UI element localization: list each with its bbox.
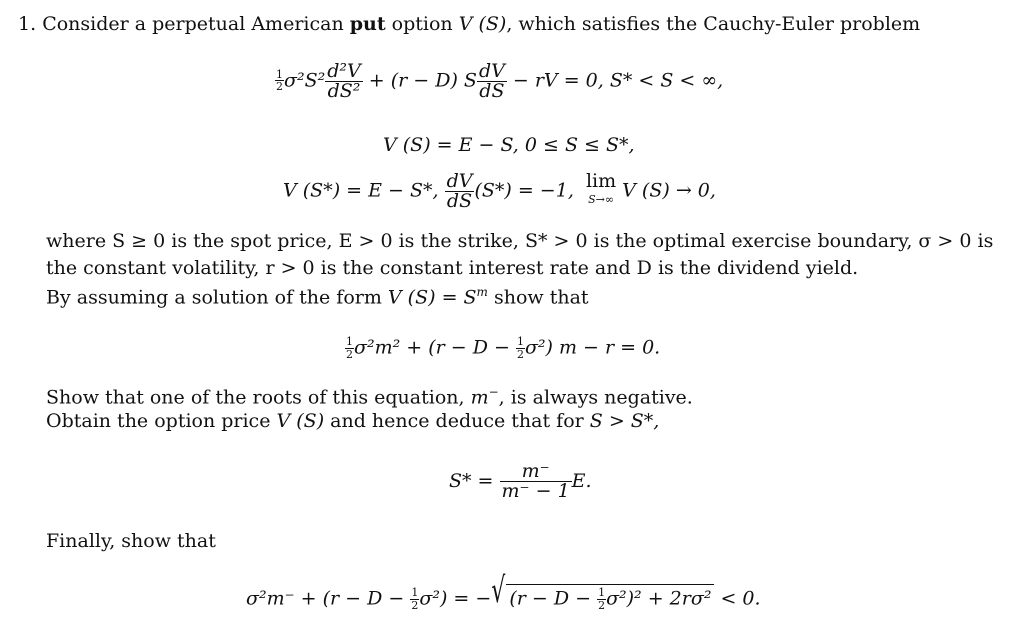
intro-suffix: , which satisfies the Cauchy-Euler problem <box>506 13 921 35</box>
equation-final-inequality: σ²m⁻ + (r − D − $\frac{1}{2}$ σ²) = −√ (r − D − $\frac{1}{2}$ σ²)² + 2rσ² < 0. <box>246 571 761 612</box>
eq3-mid: (S*) = −1, <box>474 179 574 202</box>
problem-intro-line <box>18 15 920 34</box>
eq1-dv-fraction: $\frac{dV}{dS}$ <box>478 60 505 102</box>
problem-number: 1. <box>18 13 37 35</box>
eq1-half-fraction: $\frac{1}{2}$ <box>276 67 283 94</box>
eq1-d2v-fraction: $\frac{\text{d²V}}{\text{dS²}}$ <box>327 60 361 102</box>
intro-v-of-s: V (S) <box>458 13 507 35</box>
square-root-symbol: √ <box>491 571 506 612</box>
roots-line: Show that one of the roots of this equation, m−, is always negative. <box>46 385 693 409</box>
where-line-2: the constant volatility, r > 0 is the constant interest rate and D is the dividend yield. <box>46 257 859 279</box>
eq1-mid-term: + (r − D) S <box>368 69 477 92</box>
equation-boundary-conditions <box>283 172 716 211</box>
intro-bold-put: put <box>349 13 386 35</box>
equation-exercise-boundary: S* = $\frac{m^-}{m^- - 1}$ E. <box>449 460 592 502</box>
obtain-line: Obtain the option price V (S) and hence deduce that for S > S*, <box>46 410 660 432</box>
equation-characteristic: $\frac{1}{2}$ σ²m² + (r − D − $\frac{1}{2}$ σ²) m − r = 0. <box>346 335 661 361</box>
assume-formula: V (S) = S <box>387 286 477 309</box>
where-line-1: where S ≥ 0 is the spot price, E > 0 is the strike, S* > 0 is the optimal exercise boundary, σ > 0 is <box>46 230 994 252</box>
eq3-tail: V (S) → 0, <box>622 179 716 202</box>
eq1-tail: − rV = 0, S* < S < ∞, <box>512 69 724 92</box>
eq3-left: V (S*) = E − S*, <box>283 179 439 202</box>
equation-ode <box>275 62 723 101</box>
finally-line: Finally, show that <box>46 530 216 552</box>
equation-payoff: V (S) = E − S, 0 ≤ S ≤ S*, <box>383 134 635 156</box>
square-root-radicand: (r − D − $\frac{1}{2}$ σ²)² + 2rσ² <box>506 584 714 611</box>
char-half-fraction: $\frac{1}{2}$ <box>346 335 353 361</box>
assume-line: By assuming a solution of the form V $(S) = S^m$ show that <box>46 285 589 309</box>
eq1-sigma-s2: σ²S² <box>284 69 326 92</box>
eq3-dv-fraction: $\frac{dV}{dS}$ <box>446 170 473 212</box>
intro-option: option <box>385 13 459 35</box>
eq3-limit: lim S→∞ <box>585 170 617 206</box>
intro-prefix: Consider a perpetual American <box>42 13 350 35</box>
sstar-fraction: $\frac{m^-}{m^- - 1}$ <box>501 460 570 502</box>
